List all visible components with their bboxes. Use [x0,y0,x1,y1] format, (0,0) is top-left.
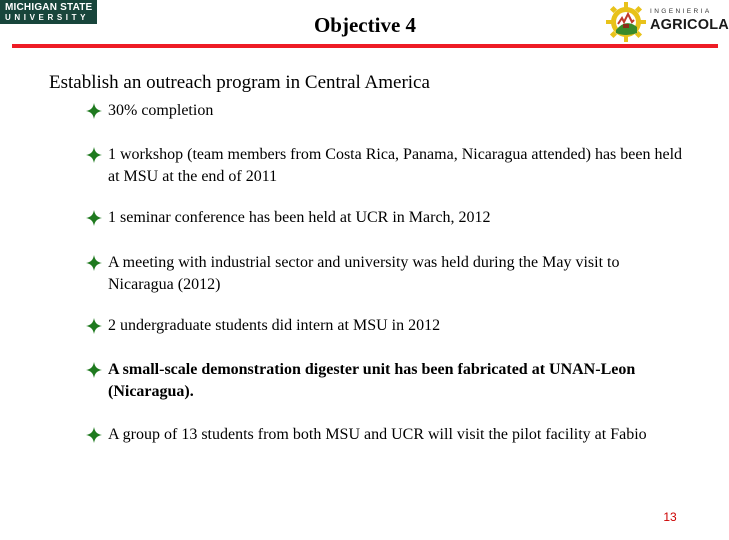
bullet-item [86,359,686,403]
bullet-item [86,424,686,446]
diamond-bullet-icon [86,147,102,163]
msu-logo [0,0,97,24]
bullet-item [86,144,686,188]
slide-title: Objective 4 [313,13,417,37]
header-divider [12,44,718,48]
page-number: 13 [663,510,677,524]
bullet-item [86,315,686,337]
bullet-item [86,207,686,229]
diamond-bullet-icon [86,427,102,443]
agri-logo-big-text: AGRICOLA [650,17,729,33]
bullet-text: A small-scale demonstration digester unit has been fabricated at UNAN-Leon (Nicaragua). [108,361,636,400]
msu-logo-line2: UNIVERSITY [5,13,90,22]
bullet-text: A group of 13 students from both MSU and UCR will visit the pilot facility at Fabio [108,426,647,443]
diamond-bullet-icon [86,318,102,334]
bullet-text: A meeting with industrial sector and university was held during the May visit to Nicaragua (2012) [108,254,620,293]
bullet-item [86,252,686,296]
diamond-bullet-icon [86,210,102,226]
intro-text: Establish an outreach program in Central America [49,72,430,93]
bullet-text: 2 undergraduate students did intern at MSU in 2012 [108,317,441,334]
gear-sun-icon [604,0,648,44]
diamond-bullet-icon [86,103,102,119]
agri-logo-small-text: INGENIERIA [650,8,712,15]
bullet-text: 1 workshop (team members from Costa Rica, Panama, Nicaragua attended) has been held at MSU at the end of 2011 [108,146,683,185]
bullet-item [86,100,686,122]
msu-logo-line1: MICHIGAN STATE [5,2,93,13]
ingenieria-agricola-logo [604,0,729,44]
bullet-text: 30% completion [108,102,214,119]
diamond-bullet-icon [86,255,102,271]
bullet-text: 1 seminar conference has been held at UCR in March, 2012 [108,209,491,226]
diamond-bullet-icon [86,362,102,378]
